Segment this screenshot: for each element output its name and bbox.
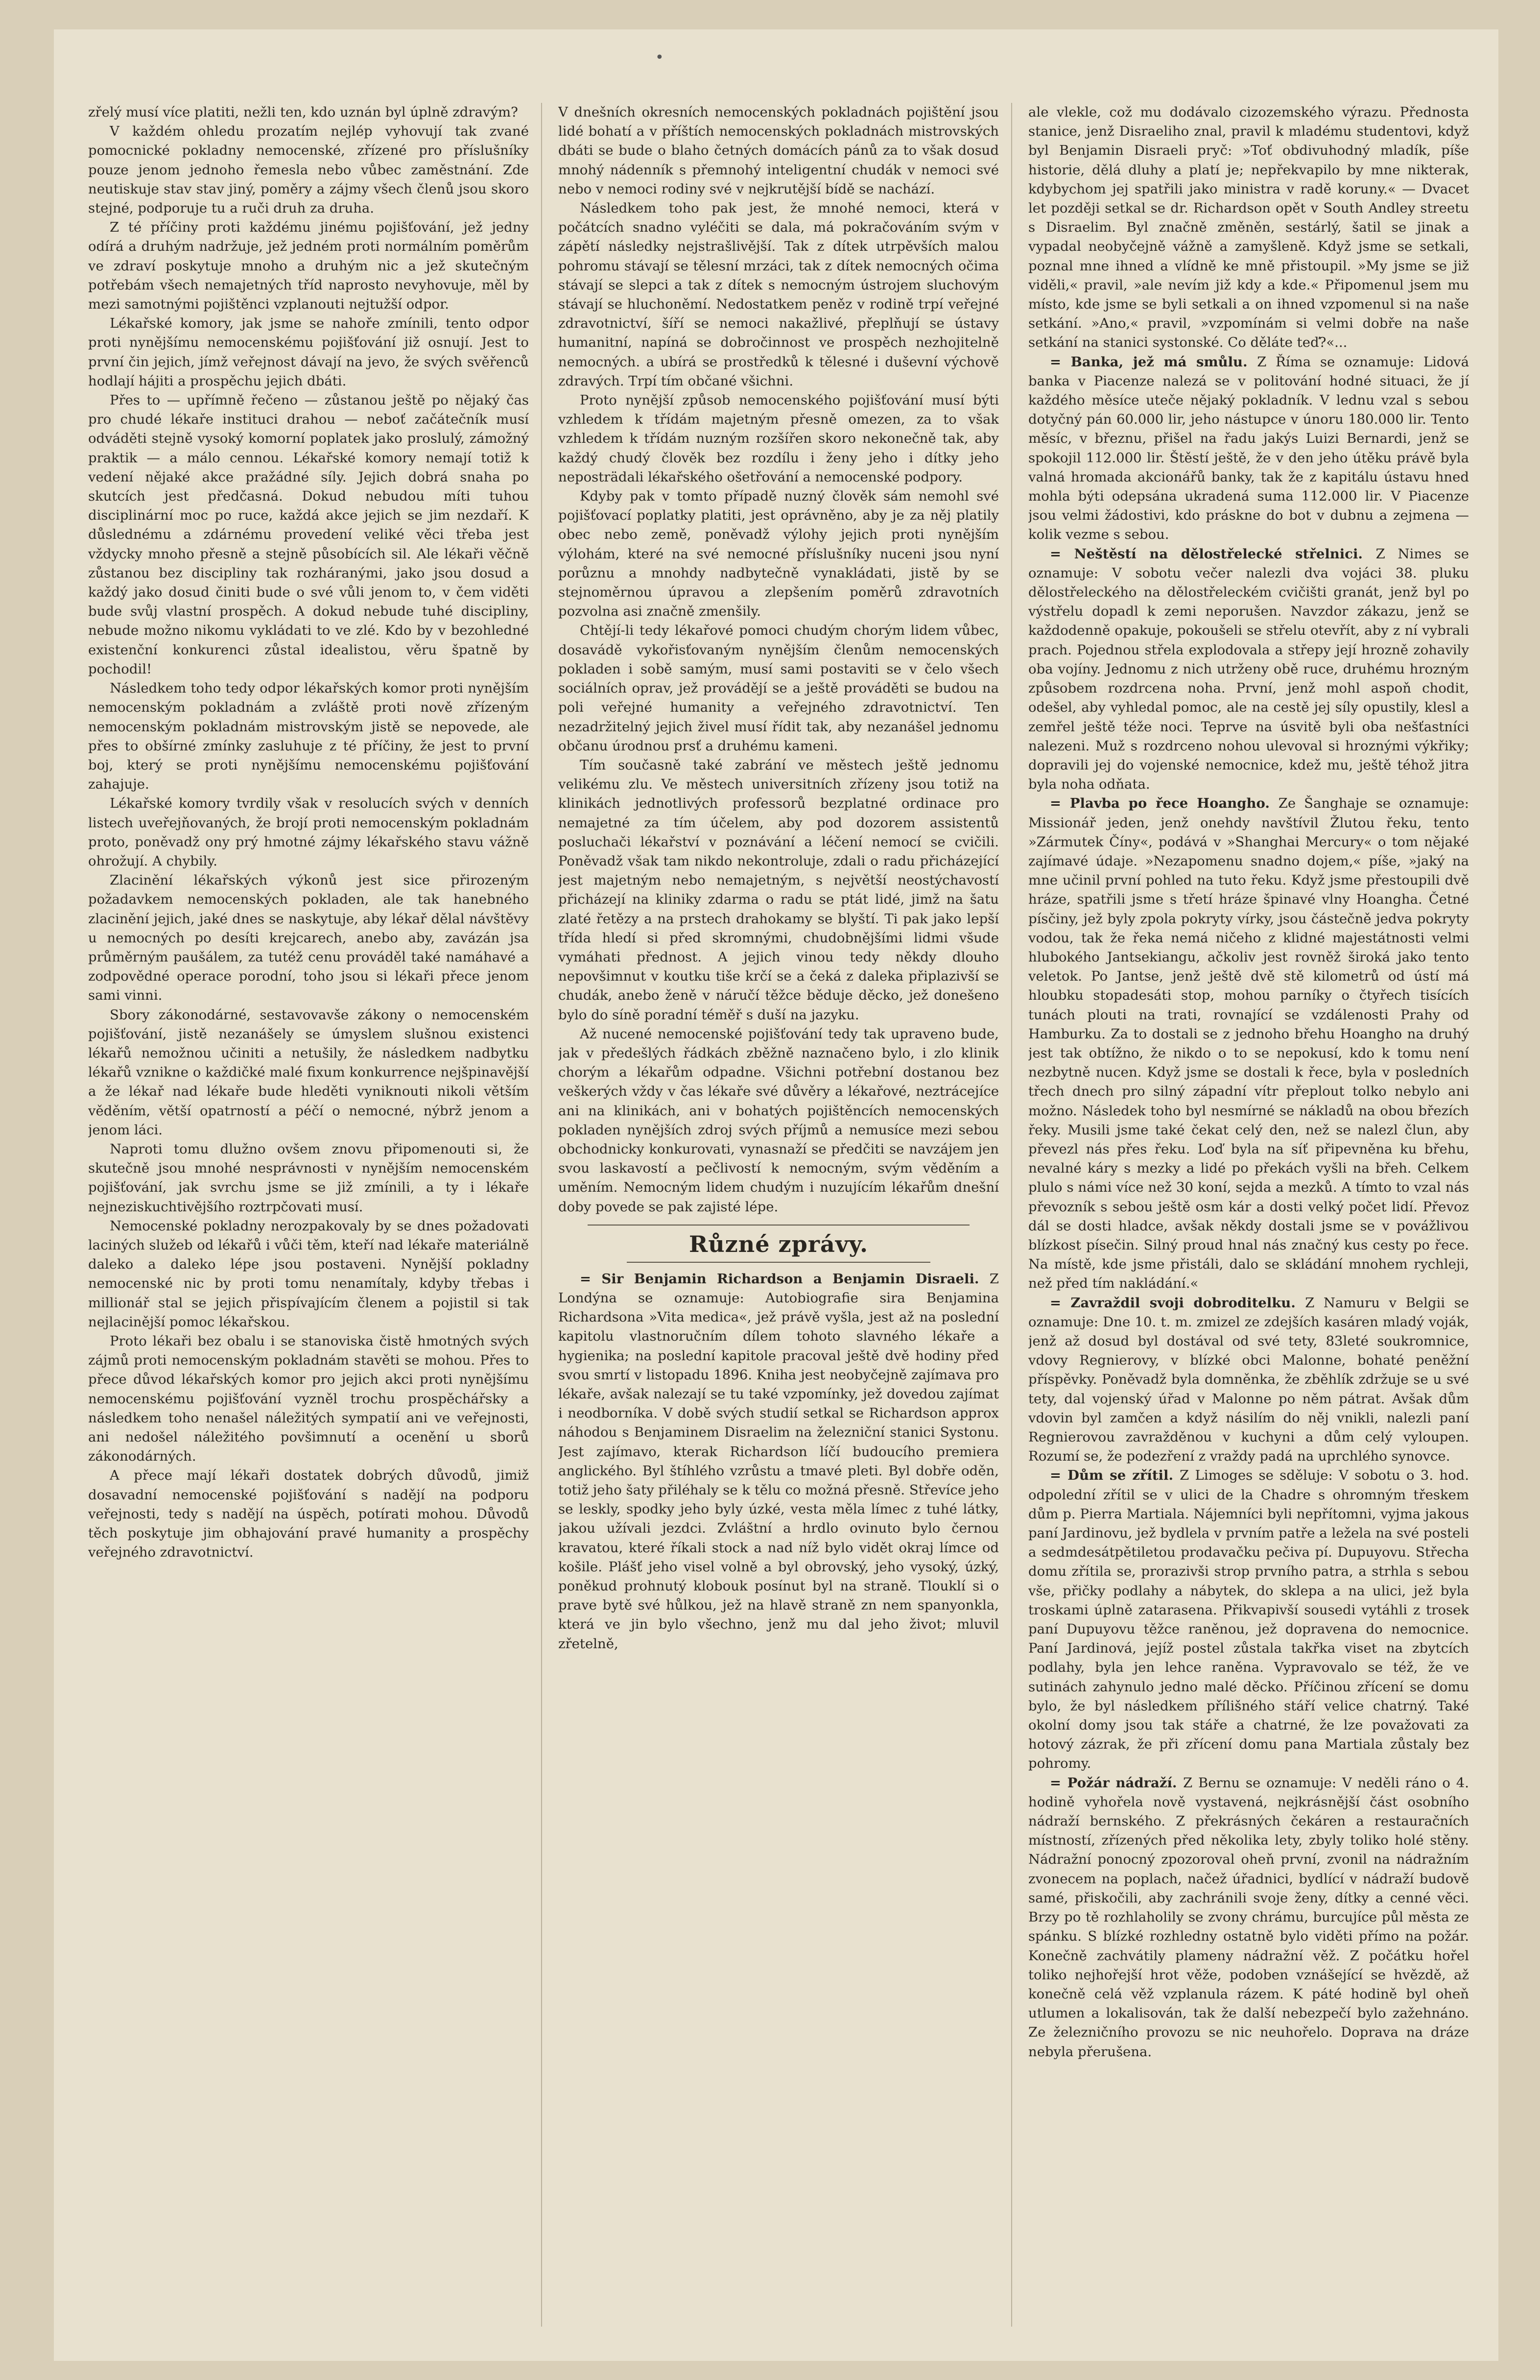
column-separator — [541, 103, 542, 2327]
column-1 — [88, 103, 529, 2327]
news-item — [1028, 545, 1469, 794]
paragraph: Následkem toho pak jest, že mnohé nemoci, která v počátcích snadno vyléčiti se dala, má pokračováním svým v zápětí následky nejstrašlivější. Tak z dítek utrpěvších malou pohromu stávají se tělesní mrzáci, tak z dítek nemocných očima stávají se slepci a tak z dítek s nemocným ústrojem sluchovým stávají se hluchoněmí. Nedostatkem peněz v rodině trpí veřejné zdravotnictví, šíří se nemoci nakažlivé, přeplňují se ústavy humanitní, napíná se dobročinnost ve prospěch nezhojitelně nemocných. a ubírá se prostředků k tělesné i duševní výchově zdravých. Trpí tím občané všichni. — [558, 200, 999, 389]
paragraph: Zlacinění lékařských výkonů jest sice přirozeným požadavkem nemocenských pokladen, ale tak hanebného zlacinění jejich, jaké dnes se naskytuje, aby lékař dělal návštěvy u nemocných po desíti krejcarech, anebo aby, zavázán jsa průměrným paušálem, za tutéž cenu prováděl také namáhavé a zodpovědné operace porodní, toho jsou si lékaři přece jenom sami vinni. — [88, 872, 529, 1004]
news-item — [1028, 353, 1469, 545]
news-item — [1028, 1774, 1469, 2062]
paragraph: Nemocenské pokladny nerozpakovaly by se dnes požadovati laciných služeb od lékařů i vůči těm, kteří nad lékaře materiálně daleko a daleko lépe jsou postaveni. Nynější pokladny nemocenské nic by proti tomu nenamítaly, kdyby třebas i millionář stal se jejich přispívajícím členem a pojistil si tak nejlacinější pomoc lékařskou. — [88, 1218, 529, 1330]
news-body: Ze Šanghaje se oznamuje: Missionář jeden, jenž onehdy navštívil Žlutou řeku, tento »Zármutek Číny«, podává v »Shanghai Mercury« o tom nějaké zajímavé údaje. »Nezapomenu snadno dojem,« píše, »jaký na mne učinil první pohled na tuto řeku. Když jsme přestoupili dvě hráze, spatřili jsme s třetí hráze špinavé vlny Hoangha. Četné písčiny, jež byly zpola pokryty vírky, jsou částečně jedva pokryty vodou, tak že řeka nemá ničeho z klidné majestátnosti velmi hlubokého Jantsekiangu, ačkoliv jest rovněž široká jako tento veletok. Po Jantse, jenž ještě dvě stě kilometrů od ústí má hloubku stopadesáti stop, mohou parníky o čtyřech tisících tunách plouti na trati, rovnající se vzdálenosti Prahy od Hamburku. Za to dostali se z jednoho břehu Hoangho na druhý jest tak obtížno, že nikdo o to se nepokusí, kdo k tomu není nezbytně nucen. Když jsme se dostali k řece, byla v posledních třech dnech pro silný západní vítr přeplout tolko nebylo ani možno. Následek toho byl nesmírné se nákladů na obou březích řeky. Musili jsme také čekat celý den, než se nalezl člun, aby převezl nás přes řeku. Loď byla na síť připevněna ku břehu, nevalné káry s mezky a lidé po překách vyšli na břeh. Celkem plulo s námi více než 30 koní, sejda a mezků. A tímto to vzal nás převozník s sebou ještě osm kár a dosti velký počet lidí. Převoz dál se dosti hladce, avšak někdy dostali jsme se v povážlivou blízkost písečin. Silný proud hnal nás značný kus cesty po řece. Na místě, kde jsme přistáli, dalo se skládání mnohem rychleji, než před tím nakládání.« — [1028, 795, 1469, 1292]
news-item — [558, 1270, 999, 1654]
paragraph: Sbory zákonodárné, sestavovavše zákony o nemocenském pojišťování, jistě nezanášely se úmyslem slušnou existenci lékařů nemožnou učiniti a netušily, že následkem nadbytku lékařů vznikne o každičké malé fixum konkurrence nejšpinavější a že lékař nad lékaře bude hleděti vyniknouti nikoli větším věděním, větší opatrností a péčí o nemocné, nýbrž jenom a jenom láci. — [88, 1007, 529, 1138]
news-item — [1028, 794, 1469, 1293]
news-list — [558, 1270, 999, 1654]
news-body: Z Bernu se oznamuje: V neděli ráno o 4. hodině vyhořela nově vystavená, nejkrásnější část osobního nádraží bernského. Z překrásných čekáren a restauračních místností, zřízených před několika lety, zbyly toliko holé stěny. Nádražní ponocný zpozoroval oheň první, zvonil na nádražním zvonecem na poplach, načež úřadnici, bydlící v nádraží budově samé, přiskočili, aby zachránili svoje ženy, dítky a cenné věci. Brzy po tě rozhlaholily se zvony chrámu, burcujíce půl města ze spánku. S blízké rozhledny ostatně bylo viděti přímo na požár. Konečně zachvátily plameny nádražní věž. Z počátku hořel toliko nejhořejší hrot věže, podoben vznášející se hvězdě, až konečně celá věž vzplanula rázem. K páté hodině byl oheň utlumen a lokalisován, tak že další nebezpečí bylo zažehnáno. Ze železničního provozu se nic neuhořelo. Doprava na dráze nebyla přerušena. — [1028, 1775, 1469, 2060]
paragraph: Následkem toho tedy odpor lékařských komor proti nynějším nemocenským pokladnám a zvláště proti nově zřízeným nemocenským pokladnám mistrovským jistě se nepovede, ale přes to obšírné zmínky zasluhuje z té příčiny, že jest to první boj, který se proti nynějšímu nemocenskému pojišťování zahajuje. — [88, 680, 529, 793]
news-body: Z Namuru v Belgii se oznamuje: Dne 10. t. m. zmizel ze zdejších kasáren mladý voják, jenž až dosud byl dostával od své tety, 83leté soukromnice, vdovy Regnierovy, v blízké obci Malonne, bohaté peněžní příspěvky. Poněvadž byla domněnka, že zběhlík zdržuje se u své tety, dal vojenský úřad v Malonne po něm pátrat. Avšak dům vdovin byl zamčen a když násilím do něj vnikli, nalezli paní Regnierovou zavražděnou v kuchyni a dům celý vyloupen. Rozumí se, že podezření z vraždy padá na uprchlého synovce. — [1028, 1295, 1469, 1465]
section-rule-top — [588, 1225, 970, 1226]
news-headline: = Plavba po řece Hoangho. — [1050, 795, 1279, 812]
news-body: Z Říma se oznamuje: Lidová banka v Piacenze nalezá se v politování hodné situaci, že jí každého měsíce uteče nějaký pokladník. V lednu vzal s sebou dotyčný pán 60.000 lir, jeho nástupce v únoru 180.000 lir. Tento měsíc, v březnu, přišel na řadu jakýs Luizi Bernardi, jenž se spokojil 112.000 lir. Štěstí ještě, že v den jeho útěku právě byla valná hromada akcionářů banky, tak že z kapitálu ústavu hned mohla býti odepsána ukradená suma 112.000 lir. V Piacenze jsou velmi žádostivi, kdo práskne do bot v dubnu a zejmena — kolik vezme s sebou. — [1028, 354, 1469, 543]
column-separator — [1011, 103, 1012, 2327]
news-body: Z Limoges se sděluje: V sobotu o 3. hod. odpolední zřítil se v ulici de la Chadre s ohromným třeskem dům p. Pierra Martiala. Nájemníci byli nepřítomni, vyjma jakous paní Jardinovu, jež bydlela v prvním patře a ležela na své posteli a sedmdesátpětiletou prodavačku pečiva pí. Dupuyovu. Střecha domu zřítila se, prorazivši strop prvního patra, a strhla s sebou vše, přičky podlahy a nábytek, do sklepa a na ulici, jež byla troskami úplně zatarasena. Přikvapivší sousedi vytáhli z trosek paní Dupuyovu těžce raněnou, jež dopravena do nemocnice. Paní Jardinová, jejíž postel zůstala takřka viset na zbytcích podlahy, byla jen lehce raněna. Vypravovalo se též, že ve sutinách zahynulo jedno malé děcko. Příčinou zřícení se domu bylo, že byl následkem přílišného stáří velice chatrný. Také okolní domy jsou tak stáře a chatrné, že lze považovati za hotový zázrak, že při zřícení domu pana Martiala zůstaly bez pohromy. — [1028, 1467, 1469, 1772]
page-mark: • — [655, 49, 664, 66]
paragraph: Naproti tomu dlužno ovšem znovu připomenouti si, že skutečně jsou mnohé nesprávnosti v nynějším nemocenském pojišťování, jak svrchu jsme se již zmínili, a ty i lékaře nejneziskuchtivějšího roztrpčovati musí. — [88, 1141, 529, 1215]
news-headline: = Sir Benjamin Richardson a Benjamin Disraeli. — [580, 1271, 990, 1287]
article-text — [558, 103, 999, 1217]
news-item — [1028, 1294, 1469, 1466]
paragraph: A přece mají lékaři dostatek dobrých důvodů, jimiž dosavadní nemocenské pojišťování s nadějí na podporu veřejnosti, tedy s nadějí na úspěch, potírati mohou. Důvodů těch poskytuje jim obhajování pravé humanity a prospěchy veřejného zdravotnictví. — [88, 1467, 529, 1561]
paragraph: Kdyby pak v tomto případě nuzný člověk sám nemohl své pojišťovací poplatky platiti, jest oprávněno, aby je za něj platily obec nebo země, poněvadž výlohy jejich proti nynějším výlohám, které na své nemocné příslušníky nuceni jsou nyní porůznu a mnohdy nadbytečně vynakládati, jistě by se stejnoměrnou úpravou a zlepšením poměrů zdravotních pozvolna asi značně zmenšily. — [558, 488, 999, 620]
news-headline: = Zavraždil svoji dobroditelku. — [1050, 1295, 1305, 1311]
newspaper-page — [54, 29, 1498, 2361]
section-title: Různé zprávy. — [688, 1230, 869, 1257]
news-headline: = Banka, jež má smůlu. — [1050, 354, 1257, 370]
paragraph: Až nucené nemocenské pojišťování tedy tak upraveno bude, jak v předešlých řádkách zběžně naznačeno bylo, i zlo klinik chorým a lékařům odpadne. Všichni potřební dostanou bez veškerých vždy v čas lékaře své důvěry a lékařové, neztrácejíce ani na klinikách, ani v bohatých pojištěncích nemocenských pokladen nynějších zdroj svých příjmů a nemusíce mezi sebou obchodnicky konkurovati, vynasnaží se předčiti se navzájem jen svou laskavostí a pečlivostí k nemocným, svým věděním a uměním. Nemocným lidem chudým i nuzujícím lékařům dnešní doby povede se pak zajisté lépe. — [558, 1026, 999, 1215]
news-body: Z Londýna se oznamuje: Autobiografie sira Benjamina Richardsona »Vita medica«, jež právě vyšla, jest až na poslední kapitolu vlastnoručním dílem tohoto slavného lékaře a hygienika; na poslední kapitole pracoval ještě dvě hodiny před svou smrtí v listopadu 1896. Kniha jest neobyčejně zajímava pro lékaře, avšak nalezají se tu také vzpomínky, jež dovedou zajímat i neodborníka. V době svých studií setkal se Richardson approx náhodou s Benjaminem Disraelim na železniční stanici Systonu. Jest zajímavo, kterak Richardson líčí budoucího premiera anglického. Byl štíhlého vzrůstu a tmavé pleti. Byl dobře oděn, totiž jeho šaty přiléhaly se k tělu co možná přesně. Střevíce jeho se leskly, spodky jeho byly úzké, vesta měla límec z tuhé látky, jakou užívali jezdci. Zvláštní a hrdlo ovinuto bylo černou kravatou, které říkali stock a nad níž bylo vidět okraj límce od košile. Plášť jeho visel volně a byl obrovský, jeho vysoký, úzký, poněkud prohnutý klobouk posínut byl na straně. Tlouklí si o prave bytě své hůlkou, jež na hlavě straně zn nem spanyonkla, která ve jin bylo všechno, jenž mu dal jeho život; mluvil zřetelně, — [558, 1271, 999, 1652]
paragraph: V každém ohledu prozatím nejlép vyhovují tak zvané pomocnické pokladny nemocenské, zřízené pro příslušníky pouze jenom jednoho řemesla nebo vůbec zaměstnání. Zde neutiskuje stav stav jiný, poměry a zájmy všech členů jsou skoro stejné, podporuje tu a ruči druh za druha. — [88, 123, 529, 216]
paragraph: Z té příčiny proti každému jinému pojišťování, jež jedny odírá a druhým nadržuje, jež jedném proti normálním poměrům ve zdraví poskytuje mnoho a druhým nic a jež skutečným potřebám všech nemajetných tříd naprosto nevyhovuje, měl by mezi samotnými pojištěnci vzplanouti nejtužší odpor. — [88, 219, 529, 313]
paragraph: Přes to — upřímně řečeno — zůstanou ještě po nějaký čas pro chudé lékaře instituci drahou — neboť začátečník musí odváděti stejně vysoký komorní poplatek jako proslulý, zámožný praktik — a málo cennou. Lékařské komory nemají totiž k vedení nějaké akce pražádné síly. Jejich dobrá snaha po skutcích jest předčasná. Dokud nebudou míti tuhou disciplinární moc po ruce, každá akce jejich se jim nezdaří. K důslednému a zdárnému provedení veliké věci třeba jest vždycky mnoho přesně a stejně působících sil. Ale lékaři věčně zůstanou bez discipliny tak rozháranými, jako jsou dosud a každý jako dosud činiti bude o své vůli jenom to, v čem viděti bude svůj vlastní prospěch. A dokud nebude tuhé discipliny, nebude možno nikomu vykládati to ve zlé. Kdo by v bezohledné existenční konkurenci zůstal idealistou, věru špatně by pochodil! — [88, 392, 529, 677]
news-body: ale vlekle, což mu dodávalo cizozemského výrazu. Přednosta stanice, jenž Disraeliho znal, pravil k mladému studentovi, když byl Benjamin Disraeli pryč: »Toť obdivuhodný mladík, píše historie, dělá dluhy a platí je; nepřekvapilo by mne nikterak, kdybychom jej spatřili jako ministra v radě koruny.« — Dvacet let později setkal se dr. Richardson opět v South Andley streetu s Disraelim. Byl značně změněn, sestárlý, šatil se jinak a vypadal neobyčejně vážně a zamyšleně. Když jsme se setkali, poznal mne ihned a vlídně ke mně přistoupil. »My jsme se již viděli,« pravil, »ale nevím již kdy a kde.« Připomenul jsem mu místo, kde jsme se byli setkali a on ihned vzpomenul si na naše setkání. »Ano,« pravil, »vzpomínám si velmi dobře na naše setkání na stanici systonské. Co děláte teď?«... — [1028, 104, 1469, 351]
paragraph: V dnešních okresních nemocenských pokladnách pojištění jsou lidé bohatí a v příštích nemocenských pokladnách mistrovských dbáti se bude o blaho četných domácích pánů za to však dosud mnohý nádenník s přemnohý inteligentní chudák v nemoci své nebo v nemoci rodiny své v nejkrutější bídě se nachází. — [558, 104, 999, 197]
paragraph: Lékařské komory, jak jsme se nahoře zmínili, tento odpor proti nynějšímu nemocenskému pojišťování již osnují. Jest to první čin jejich, jímž veřejnost dávají na jevo, že svých svěřenců hodlají hájiti a prospěchu jejich dbáti. — [88, 315, 529, 389]
section-rule-bottom — [627, 1262, 930, 1263]
news-body: Z Nimes se oznamuje: V sobotu večer nalezli dva vojáci 38. pluku dělostřeleckého na dělostřeleckém cvičišti granát, jenž byl po výstřelu dopadl k zemi neporušen. Navzdor zákazu, jenž se každodenně opakuje, pokoušeli se střelu otevřít, aby z ní vybrali prach. Pojednou střela explodovala a střepy její hrozně zohavily oba vojíny. Jednomu z nich utrženy obě ruce, druhému hrozným způsobem rozdrcena noha. První, jenž mohl aspoň chodit, odešel, aby vyhledal pomoc, ale na cestě jej síly opustily, klesl a zemřel ještě téže noci. Teprve na úsvitě byli oba nešťastníci nalezeni. Muž s rozdrceno nohou ulevoval si hroznými výkřiky; dopravili jej do vojenské nemocnice, kdež mu, ještě téhož jitra byla noha odňata. — [1028, 546, 1469, 793]
news-headline: = Požár nádraží. — [1050, 1775, 1184, 1791]
paragraph: Proto lékaři bez obalu i se stanoviska čistě hmotných svých zájmů proti nemocenským pokladnám stavěti se mohou. Přes to přece důvod lékařských komor pro jejich akci proti nynějšímu nemocenskému pojišťování vyzněl trochu prospěchářsky a následkem toho nenašel náležitých sympatií ani ve veřejnosti, ani nedošel náležitého povšimnutí a ocenění u sborů zákonodárných. — [88, 1333, 529, 1465]
paragraph: Tím současně také zabrání ve městech ještě jednomu velikému zlu. Ve městech universitních zřízeny jsou totiž na klinikách jednotlivých professorů bezplatné ordinace pro nemajetné za tím účelem, aby pod dozorem assistentů posluchači lékařství v poznávání a léčení nemocí se cvičili. Poněvadž však tam nikdo nekontroluje, zdali o radu přicházející jest majetným nebo nemajetným, s největší neostýchavostí přicházejí na kliniky zdarma o radu se ptát lidé, jimž na šatu zlaté řetězy a na prstech drahokamy se blyští. Ti pak jako lepší třída hledí si před skromnými, chudobnějšími lidmi všude vymáhati přednost. A jejich vinou tedy někdy dlouho nepovšimnut v koutku tiše krčí se a čeká z daleka připlazivší se chudák, anebo ženě v náručí těžce běduje děcko, jež donešeno bylo do síně poradní téměř s duší na jazyku. — [558, 757, 999, 1023]
column-2 — [558, 103, 999, 2327]
paragraph: Proto nynější způsob nemocenského pojišťování musí býti vzhledem k třídám majetným přesně omezen, za to však vzhledem k třídám nuzným rozšířen skoro nekonečně tak, aby každý chudý člověk bez rozdílu i ženy jeho i dítky jeho neposträdali lékařského ošetřování a nemocenské podpory. — [558, 392, 999, 485]
news-headline: = Neštěstí na dělostřelecké střelnici. — [1050, 546, 1376, 562]
news-item — [1028, 1466, 1469, 1773]
paragraph: zřelý musí více platiti, nežli ten, kdo uznán byl úplně zdravým? — [88, 104, 518, 120]
paragraph: Lékařské komory tvrdily však v resolucích svých v denních listech uveřejňovaných, že brojí proti nemocenským pokladnám proto, poněvadž ony prý hmotné zájmy lékařského stavu vážně ohrožují. A chybily. — [88, 795, 529, 869]
news-item — [1028, 103, 1469, 353]
news-headline: = Dům se zřítil. — [1050, 1467, 1180, 1484]
paragraph: Chtějí-li tedy lékařové pomoci chudým chorým lidem vůbec, dosavádě vykořisťovaným nynějším členům nemocenských pokladen i sobě samým, musí sami postaviti se v čelo všech sociálních oprav, jež provádějí se a ještě prováděti se budou na poli veřejné humanity a veřejného zdravotnictví. Ten nezadržitelný jejich živel musí řídit tak, aby nezanášel jednomu občanu úrodnou prsť a druhému kameni. — [558, 623, 999, 754]
column-3 — [1028, 103, 1469, 2327]
